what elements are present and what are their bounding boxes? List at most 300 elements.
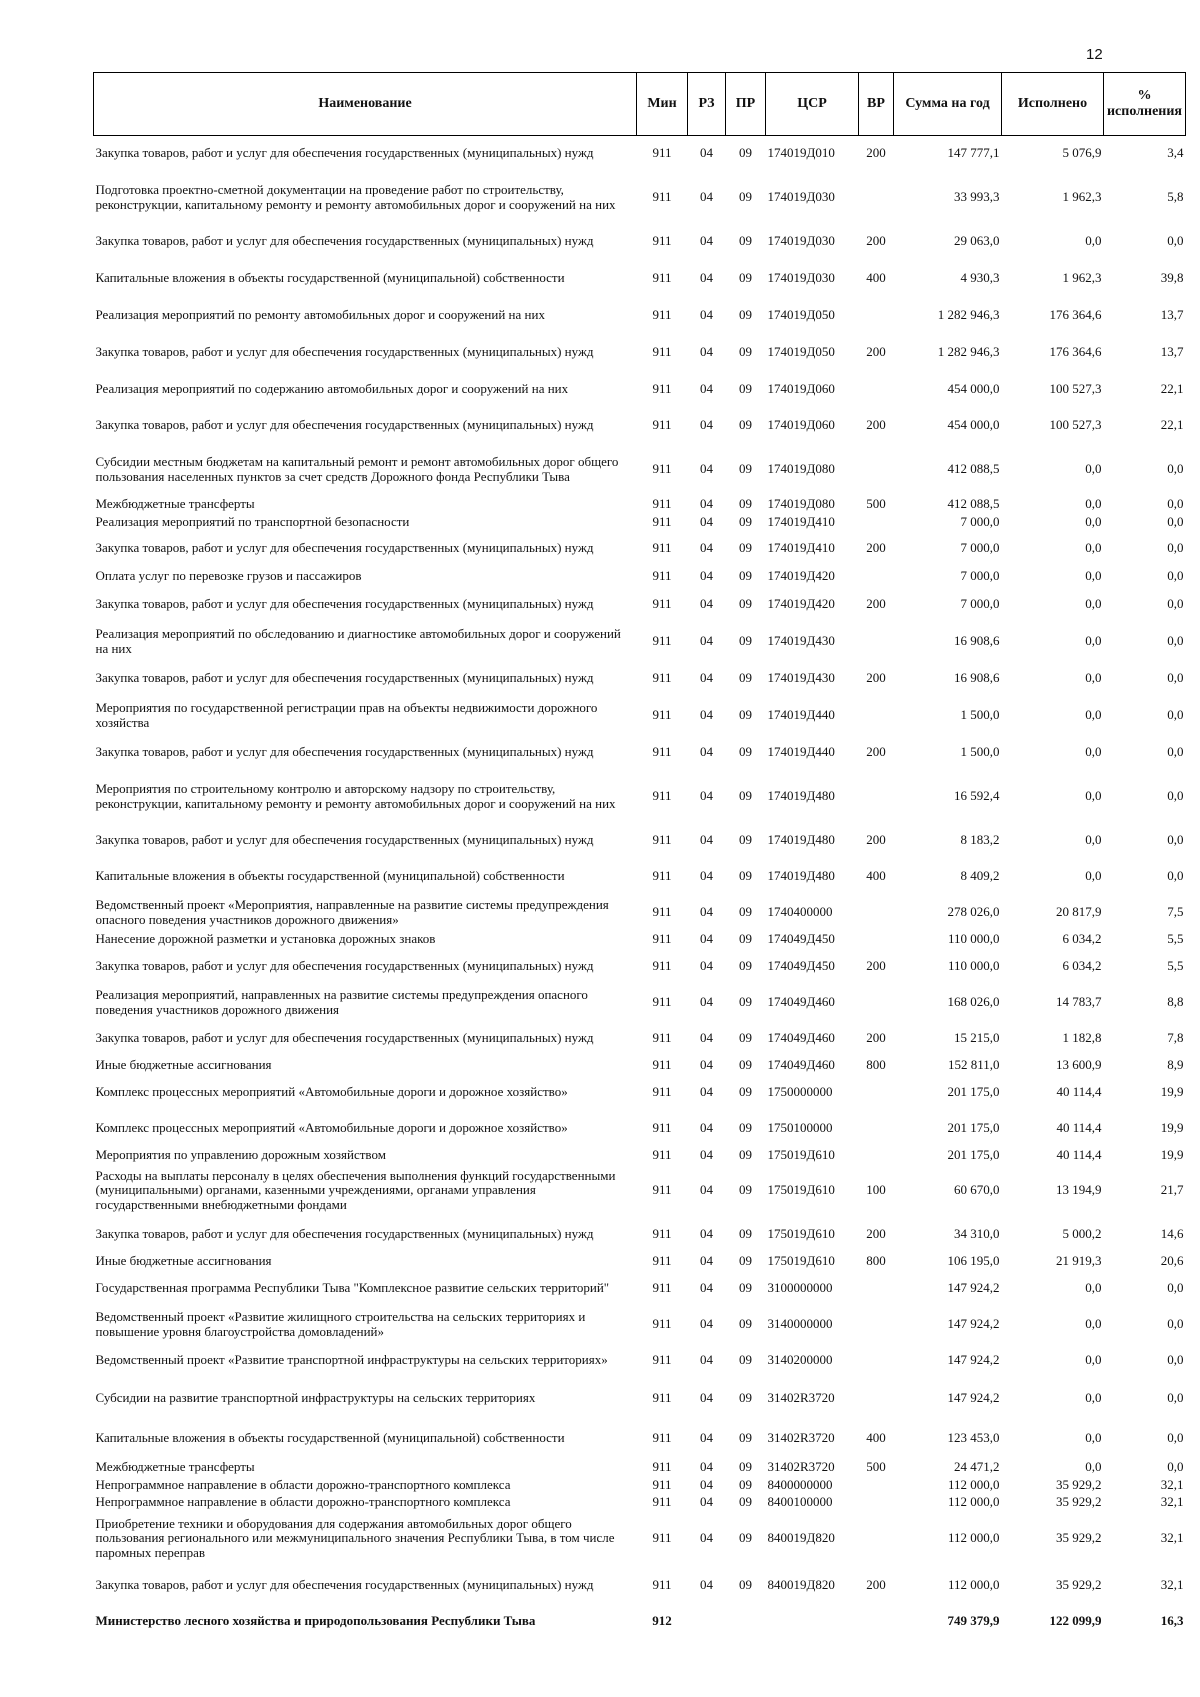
cell-percent: 0,0 xyxy=(1167,233,1184,249)
cell-rz: 04 xyxy=(700,1280,713,1296)
cell-rz: 04 xyxy=(700,1084,713,1100)
cell-pr: 09 xyxy=(739,1253,752,1269)
cell-vr xyxy=(859,1379,894,1419)
cell-executed: 0,0 xyxy=(1085,1390,1102,1406)
cell-executed: 0,0 xyxy=(1085,868,1102,884)
cell-vr xyxy=(859,623,894,661)
cell-sum: 24 471,2 xyxy=(954,1459,1000,1475)
cell-rz: 04 xyxy=(700,958,713,974)
cell-vr xyxy=(859,372,894,408)
cell-name: Комплекс процессных мероприятий «Автомобильные дороги и дорожное хозяйство» xyxy=(95,1120,568,1136)
cell-name: Капитальные вложения в объекты государственной (муниципальной) собственности xyxy=(95,868,565,884)
cell-min: 911 xyxy=(652,233,672,249)
cell-rz: 04 xyxy=(700,633,713,649)
cell-min: 911 xyxy=(652,596,672,612)
cell-sum: 123 453,0 xyxy=(947,1430,1000,1446)
cell-vr: 200 xyxy=(866,540,886,556)
cell-name: Ведомственный проект «Мероприятия, направленные на развитие системы предупреждения опасного поведения участников дорожного движения» xyxy=(95,896,609,927)
cell-percent: 32,1 xyxy=(1160,1530,1184,1546)
cell-sum: 106 195,0 xyxy=(947,1253,1000,1269)
cell-vr: 200 xyxy=(866,344,886,360)
cell-sum: 60 670,0 xyxy=(954,1182,1000,1198)
table-row xyxy=(94,136,1186,172)
cell-executed: 0,0 xyxy=(1085,633,1102,649)
cell-pr: 09 xyxy=(739,633,752,649)
cell-min: 911 xyxy=(652,307,672,323)
cell-min: 911 xyxy=(652,1120,672,1136)
cell-rz: 04 xyxy=(700,1430,713,1446)
cell-csr: 8400000000 xyxy=(767,1476,833,1492)
cell-sum: 34 310,0 xyxy=(954,1226,1000,1242)
cell-executed: 6 034,2 xyxy=(1062,958,1102,974)
cell-sum: 16 908,6 xyxy=(954,633,1000,649)
cell-percent: 22,1 xyxy=(1160,417,1184,433)
cell-vr xyxy=(859,1307,894,1343)
cell-csr: 840019Д820 xyxy=(767,1577,835,1593)
cell-executed: 35 929,2 xyxy=(1056,1530,1102,1546)
cell-min: 911 xyxy=(652,1316,672,1332)
cell-vr: 200 xyxy=(866,596,886,612)
cell-percent: 0,0 xyxy=(1167,568,1184,584)
cell-sum: 1 500,0 xyxy=(960,744,1000,760)
table-row xyxy=(94,1271,1186,1307)
cell-sum: 110 000,0 xyxy=(947,931,1000,947)
cell-vr: 800 xyxy=(866,1253,886,1269)
cell-name: Межбюджетные трансферты xyxy=(95,496,255,512)
cell-percent: 32,1 xyxy=(1160,1476,1184,1492)
cell-name: Закупка товаров, работ и услуг для обеспечения государственных (муниципальных) нужд xyxy=(95,670,594,686)
cell-percent: 19,9 xyxy=(1160,1084,1184,1100)
cell-min: 911 xyxy=(652,1030,672,1046)
header-min: Мин xyxy=(637,73,688,136)
cell-name: Реализация мероприятий по транспортной безопасности xyxy=(95,513,410,529)
cell-percent: 0,0 xyxy=(1167,1352,1184,1368)
cell-csr: 175019Д610 xyxy=(767,1253,835,1269)
cell-rz: 04 xyxy=(700,707,713,723)
cell-executed: 0,0 xyxy=(1085,1459,1102,1475)
cell-name: Межбюджетные трансферты xyxy=(95,1459,255,1475)
cell-percent: 0,0 xyxy=(1167,1390,1184,1406)
cell-csr: 174049Д450 xyxy=(767,958,835,974)
cell-rz: 04 xyxy=(700,1147,713,1163)
cell-executed: 14 783,7 xyxy=(1056,994,1102,1010)
cell-csr: 174019Д480 xyxy=(767,788,835,804)
cell-rz: 04 xyxy=(700,1316,713,1332)
cell-min: 911 xyxy=(652,633,672,649)
cell-pr: 09 xyxy=(739,1182,752,1198)
cell-pr: 09 xyxy=(739,1120,752,1136)
cell-name: Реализация мероприятий, направленных на развитие системы предупреждения опасного поведения участников дорожного движения xyxy=(95,986,588,1017)
table-row xyxy=(94,623,1186,661)
cell-percent: 0,0 xyxy=(1167,1430,1184,1446)
cell-executed: 176 364,6 xyxy=(1049,344,1102,360)
cell-vr: 200 xyxy=(866,744,886,760)
cell-csr: 174019Д080 xyxy=(767,461,835,477)
table-row xyxy=(94,531,1186,567)
cell-min: 911 xyxy=(652,344,672,360)
cell-min: 911 xyxy=(652,381,672,397)
cell-min: 911 xyxy=(652,670,672,686)
cell-csr: 174019Д010 xyxy=(767,145,835,161)
cell-rz: 04 xyxy=(700,788,713,804)
cell-pr: 09 xyxy=(739,1147,752,1163)
table-row xyxy=(94,172,1186,224)
cell-min: 911 xyxy=(652,513,672,529)
cell-sum: 168 026,0 xyxy=(947,994,1000,1010)
cell-percent: 0,0 xyxy=(1167,513,1184,529)
cell-min: 911 xyxy=(652,496,672,512)
cell-executed: 35 929,2 xyxy=(1056,1577,1102,1593)
table-row xyxy=(94,931,1186,949)
cell-sum: 29 063,0 xyxy=(954,233,1000,249)
cell-percent: 22,1 xyxy=(1160,381,1184,397)
cell-executed: 35 929,2 xyxy=(1056,1493,1102,1509)
cell-rz: 04 xyxy=(700,1530,713,1546)
cell-vr: 200 xyxy=(866,233,886,249)
table-row xyxy=(94,949,1186,985)
cell-name: Нанесение дорожной разметки и установка дорожных знаков xyxy=(95,931,436,947)
table-row xyxy=(94,1477,1186,1494)
cell-pr: 09 xyxy=(739,233,752,249)
cell-executed: 0,0 xyxy=(1085,513,1102,529)
cell-min: 911 xyxy=(652,904,672,920)
cell-min: 911 xyxy=(652,1147,672,1163)
cell-rz: 04 xyxy=(700,1253,713,1269)
cell-sum: 412 088,5 xyxy=(947,461,1000,477)
cell-sum: 4 930,3 xyxy=(960,270,1000,286)
table-row xyxy=(94,1075,1186,1111)
cell-pr: 09 xyxy=(739,707,752,723)
cell-min: 911 xyxy=(652,417,672,433)
cell-vr xyxy=(859,697,894,735)
cell-rz: 04 xyxy=(700,904,713,920)
cell-executed: 40 114,4 xyxy=(1056,1084,1102,1100)
cell-rz: 04 xyxy=(700,513,713,529)
cell-name: Мероприятия по управлению дорожным хозяйством xyxy=(95,1147,386,1163)
cell-executed: 1 182,8 xyxy=(1062,1030,1102,1046)
cell-percent: 20,6 xyxy=(1160,1253,1184,1269)
table-row xyxy=(94,1217,1186,1253)
cell-rz: 04 xyxy=(700,496,713,512)
cell-csr: 174019Д410 xyxy=(767,513,835,529)
cell-min: 911 xyxy=(652,1430,672,1446)
cell-rz: 04 xyxy=(700,994,713,1010)
table-row xyxy=(94,697,1186,735)
cell-executed: 35 929,2 xyxy=(1056,1476,1102,1492)
cell-sum: 16 592,4 xyxy=(954,788,1000,804)
cell-pr: 09 xyxy=(739,1390,752,1406)
cell-pr: 09 xyxy=(739,1476,752,1492)
table-row xyxy=(94,823,1186,859)
cell-rz: 04 xyxy=(700,189,713,205)
cell-percent: 0,0 xyxy=(1167,1459,1184,1475)
cell-executed: 21 919,3 xyxy=(1056,1253,1102,1269)
cell-name: Ведомственный проект «Развитие транспортной инфраструктуры на сельских территориях» xyxy=(95,1352,608,1368)
cell-executed: 5 076,9 xyxy=(1062,145,1102,161)
cell-min: 911 xyxy=(652,958,672,974)
cell-csr: 8400100000 xyxy=(767,1493,833,1509)
cell-percent: 0,0 xyxy=(1167,596,1184,612)
cell-sum: 112 000,0 xyxy=(947,1476,1000,1492)
cell-percent: 7,8 xyxy=(1167,1030,1184,1046)
cell-csr: 174019Д420 xyxy=(767,596,835,612)
cell-csr: 174019Д480 xyxy=(767,868,835,884)
cell-rz: 04 xyxy=(700,1577,713,1593)
cell-rz: 04 xyxy=(700,233,713,249)
cell-sum: 1 500,0 xyxy=(960,707,1000,723)
cell-percent: 0,0 xyxy=(1167,540,1184,556)
cell-min: 911 xyxy=(652,1253,672,1269)
cell-rz: 04 xyxy=(700,931,713,947)
cell-sum: 454 000,0 xyxy=(947,381,1000,397)
cell-percent: 0,0 xyxy=(1167,1316,1184,1332)
table-row xyxy=(94,1307,1186,1343)
cell-executed: 0,0 xyxy=(1085,832,1102,848)
cell-vr xyxy=(859,771,894,823)
cell-rz: 04 xyxy=(700,568,713,584)
cell-pr: 09 xyxy=(739,145,752,161)
cell-min: 911 xyxy=(652,461,672,477)
cell-pr: 09 xyxy=(739,1430,752,1446)
table-row xyxy=(94,1379,1186,1419)
table-row xyxy=(94,859,1186,895)
cell-pr: 09 xyxy=(739,307,752,323)
cell-csr: 840019Д820 xyxy=(767,1530,835,1546)
cell-percent: 3,4 xyxy=(1167,145,1184,161)
cell-csr: 174019Д480 xyxy=(767,832,835,848)
cell-pr: 09 xyxy=(739,189,752,205)
cell-csr: 31402R3720 xyxy=(767,1390,835,1406)
cell-percent: 32,1 xyxy=(1160,1493,1184,1509)
cell-csr: 3140000000 xyxy=(767,1316,833,1332)
cell-sum: 147 777,1 xyxy=(947,145,1000,161)
cell-name: Министерство лесного хозяйства и природопользования Республики Тыва xyxy=(95,1613,536,1629)
cell-sum: 147 924,2 xyxy=(947,1280,1000,1296)
cell-pr: 09 xyxy=(739,1057,752,1073)
cell-vr: 200 xyxy=(866,1226,886,1242)
cell-rz: 04 xyxy=(700,461,713,477)
cell-executed: 176 364,6 xyxy=(1049,307,1102,323)
cell-min: 911 xyxy=(652,568,672,584)
cell-csr: 1750000000 xyxy=(767,1084,833,1100)
cell-sum: 412 088,5 xyxy=(947,496,1000,512)
cell-min: 912 xyxy=(652,1613,672,1629)
cell-name: Субсидии местным бюджетам на капитальный ремонт и ремонт автомобильных дорог общего пользования населенных пунктов за счет средств Дорожного фонда Республики Тыва xyxy=(95,453,619,484)
cell-executed: 5 000,2 xyxy=(1062,1226,1102,1242)
cell-vr: 400 xyxy=(866,1430,886,1446)
table-row xyxy=(94,661,1186,697)
cell-sum: 152 811,0 xyxy=(947,1057,1000,1073)
cell-name: Закупка товаров, работ и услуг для обеспечения государственных (муниципальных) нужд xyxy=(95,1030,594,1046)
cell-csr: 174049Д460 xyxy=(767,994,835,1010)
cell-percent: 32,1 xyxy=(1160,1577,1184,1593)
cell-executed: 0,0 xyxy=(1085,568,1102,584)
cell-min: 911 xyxy=(652,1390,672,1406)
cell-min: 911 xyxy=(652,1182,672,1198)
cell-name: Капитальные вложения в объекты государственной (муниципальной) собственности xyxy=(95,270,565,286)
cell-name: Капитальные вложения в объекты государственной (муниципальной) собственности xyxy=(95,1430,565,1446)
cell-csr: 174019Д440 xyxy=(767,707,835,723)
cell-vr: 200 xyxy=(866,832,886,848)
cell-csr: 174049Д450 xyxy=(767,931,835,947)
cell-vr xyxy=(859,1343,894,1379)
table-row xyxy=(94,408,1186,444)
cell-percent: 0,0 xyxy=(1167,670,1184,686)
cell-percent: 8,9 xyxy=(1167,1057,1184,1073)
cell-pr: 09 xyxy=(739,344,752,360)
cell-name: Закупка товаров, работ и услуг для обеспечения государственных (муниципальных) нужд xyxy=(95,1226,594,1242)
cell-rz: 04 xyxy=(700,1493,713,1509)
cell-executed: 0,0 xyxy=(1085,596,1102,612)
cell-rz: 04 xyxy=(700,1057,713,1073)
cell-sum: 8 409,2 xyxy=(960,868,1000,884)
cell-executed: 0,0 xyxy=(1085,707,1102,723)
cell-csr: 174019Д030 xyxy=(767,270,835,286)
cell-vr: 200 xyxy=(866,958,886,974)
cell-rz: 04 xyxy=(700,1120,713,1136)
cell-executed: 1 962,3 xyxy=(1062,270,1102,286)
cell-csr: 174019Д430 xyxy=(767,670,835,686)
cell-name: Закупка товаров, работ и услуг для обеспечения государственных (муниципальных) нужд xyxy=(95,417,594,433)
cell-sum: 1 282 946,3 xyxy=(937,307,1000,323)
cell-percent: 0,0 xyxy=(1167,744,1184,760)
cell-vr xyxy=(859,298,894,334)
cell-pr: 09 xyxy=(739,1577,752,1593)
cell-rz: 04 xyxy=(700,1182,713,1198)
table-row xyxy=(94,771,1186,823)
cell-vr: 400 xyxy=(866,868,886,884)
cell-sum: 7 000,0 xyxy=(960,568,1000,584)
cell-rz: 04 xyxy=(700,1226,713,1242)
cell-min: 911 xyxy=(652,788,672,804)
cell-csr: 174019Д080 xyxy=(767,496,835,512)
cell-min: 911 xyxy=(652,1226,672,1242)
cell-rz: 04 xyxy=(700,1390,713,1406)
cell-pr: 09 xyxy=(739,381,752,397)
cell-rz: 04 xyxy=(700,1352,713,1368)
table-row xyxy=(94,1494,1186,1511)
cell-csr: 3140200000 xyxy=(767,1352,833,1368)
cell-name: Иные бюджетные ассигнования xyxy=(95,1057,272,1073)
cell-sum: 8 183,2 xyxy=(960,832,1000,848)
cell-sum: 33 993,3 xyxy=(954,189,1000,205)
cell-vr: 500 xyxy=(866,1459,886,1475)
cell-rz: 04 xyxy=(700,670,713,686)
cell-min: 911 xyxy=(652,1459,672,1475)
table-row xyxy=(94,1419,1186,1459)
cell-sum: 749 379,9 xyxy=(947,1613,1000,1629)
cell-pr: 09 xyxy=(739,1493,752,1509)
cell-rz: 04 xyxy=(700,596,713,612)
cell-name: Приобретение техники и оборудования для содержания автомобильных дорог общего пользования регионального или межмуниципального значения Республики Тыва, в том числе паромных переправ xyxy=(95,1515,615,1560)
table-row xyxy=(94,1021,1186,1057)
cell-vr: 800 xyxy=(866,1057,886,1073)
cell-percent: 7,5 xyxy=(1167,904,1184,920)
cell-name: Иные бюджетные ассигнования xyxy=(95,1253,272,1269)
cell-pr: 09 xyxy=(739,461,752,477)
cell-min: 911 xyxy=(652,931,672,947)
cell-executed: 40 114,4 xyxy=(1056,1120,1102,1136)
table-row xyxy=(94,587,1186,623)
table-row xyxy=(94,895,1186,931)
cell-name: Оплата услуг по перевозке грузов и пассажиров xyxy=(95,568,362,584)
cell-min: 911 xyxy=(652,189,672,205)
cell-pr: 09 xyxy=(739,513,752,529)
cell-executed: 13 600,9 xyxy=(1056,1057,1102,1073)
cell-vr xyxy=(859,1075,894,1111)
cell-pr: 09 xyxy=(739,540,752,556)
cell-name: Закупка товаров, работ и услуг для обеспечения государственных (муниципальных) нужд xyxy=(95,344,594,360)
table-row xyxy=(94,334,1186,372)
cell-percent: 0,0 xyxy=(1167,707,1184,723)
cell-pr: 09 xyxy=(739,670,752,686)
table-row xyxy=(94,1253,1186,1271)
header-csr: ЦСР xyxy=(766,73,859,136)
cell-name: Закупка товаров, работ и услуг для обеспечения государственных (муниципальных) нужд xyxy=(95,233,594,249)
cell-name: Закупка товаров, работ и услуг для обеспечения государственных (муниципальных) нужд xyxy=(95,596,594,612)
cell-csr: 174019Д410 xyxy=(767,540,835,556)
cell-executed: 1 962,3 xyxy=(1062,189,1102,205)
cell-vr: 500 xyxy=(866,496,886,512)
table-row xyxy=(94,224,1186,260)
cell-percent: 0,0 xyxy=(1167,496,1184,512)
cell-executed: 122 099,9 xyxy=(1049,1613,1102,1629)
cell-csr: 175019Д610 xyxy=(767,1226,835,1242)
header-pr: ПР xyxy=(726,73,766,136)
table-row xyxy=(94,372,1186,408)
header-rz: РЗ xyxy=(688,73,726,136)
table-row xyxy=(94,444,1186,496)
cell-pr: 09 xyxy=(739,1316,752,1332)
cell-percent: 5,5 xyxy=(1167,931,1184,947)
cell-rz: 04 xyxy=(700,832,713,848)
cell-percent: 0,0 xyxy=(1167,633,1184,649)
cell-rz xyxy=(688,1605,726,1639)
cell-pr: 09 xyxy=(739,931,752,947)
cell-name: Закупка товаров, работ и услуг для обеспечения государственных (муниципальных) нужд xyxy=(95,832,594,848)
cell-vr: 200 xyxy=(866,670,886,686)
cell-vr xyxy=(859,1111,894,1147)
cell-executed: 0,0 xyxy=(1085,1316,1102,1332)
cell-rz: 04 xyxy=(700,270,713,286)
cell-executed: 20 817,9 xyxy=(1056,904,1102,920)
cell-min: 911 xyxy=(652,1493,672,1509)
cell-rz: 04 xyxy=(700,868,713,884)
cell-sum: 278 026,0 xyxy=(947,904,1000,920)
cell-executed: 6 034,2 xyxy=(1062,931,1102,947)
cell-csr: 174019Д060 xyxy=(767,381,835,397)
cell-name: Расходы на выплаты персоналу в целях обеспечения выполнения функций государственными (муниципальными) органами, казенными учреждениями, органами управления государственными внебюджетными фондами xyxy=(95,1167,616,1212)
cell-rz: 04 xyxy=(700,1459,713,1475)
cell-sum: 454 000,0 xyxy=(947,417,1000,433)
cell-vr xyxy=(859,1271,894,1307)
cell-percent: 19,9 xyxy=(1160,1120,1184,1136)
cell-pr: 09 xyxy=(739,1030,752,1046)
cell-name: Мероприятия по государственной регистрации прав на объекты недвижимости дорожного хозяйства xyxy=(95,699,598,730)
cell-pr: 09 xyxy=(739,832,752,848)
cell-rz: 04 xyxy=(700,307,713,323)
cell-vr: 100 xyxy=(866,1182,886,1198)
cell-name: Непрограммное направление в области дорожно-транспортного комплекса xyxy=(95,1493,511,1509)
table-row xyxy=(94,514,1186,531)
cell-rz: 04 xyxy=(700,381,713,397)
cell-sum: 7 000,0 xyxy=(960,513,1000,529)
cell-percent: 0,0 xyxy=(1167,461,1184,477)
table-row xyxy=(94,298,1186,334)
cell-executed: 0,0 xyxy=(1085,233,1102,249)
cell-executed: 0,0 xyxy=(1085,496,1102,512)
table-header-row xyxy=(94,73,1186,136)
